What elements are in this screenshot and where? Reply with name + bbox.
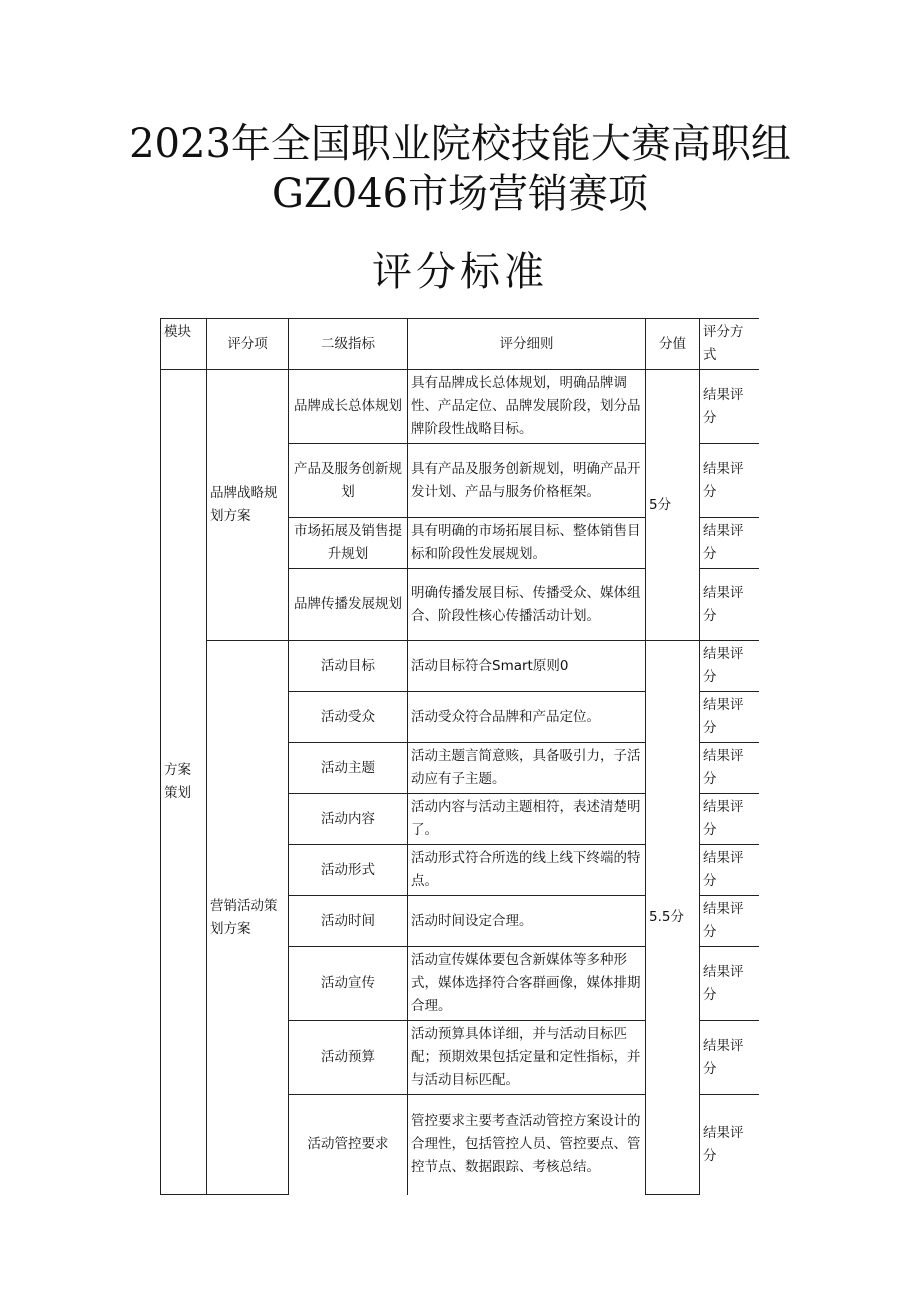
method-cell: 结果评分 — [700, 896, 759, 947]
scoring-table — [160, 318, 759, 1195]
method-cell: 结果评分 — [700, 1021, 759, 1095]
method-cell: 结果评分 — [700, 743, 759, 794]
table-row — [161, 370, 759, 444]
indicator-cell: 活动受众 — [289, 692, 408, 743]
rule-cell: 活动预算具体详细，并与活动目标匹配；预期效果包括定量和定性指标，并与活动目标匹配。 — [408, 1021, 646, 1095]
indicator-cell: 活动内容 — [289, 794, 408, 845]
rule-cell: 活动宣传媒体要包含新媒体等多种形式，媒体选择符合客群画像，媒体排期合理。 — [408, 947, 646, 1021]
rule-cell: 活动形式符合所选的线上线下终端的特点。 — [408, 845, 646, 896]
module-cell: 方案策划 — [161, 370, 207, 1195]
score-cell: 5分 — [646, 370, 700, 641]
method-cell: 结果评分 — [700, 569, 759, 641]
item-cell: 品牌战略规划方案 — [207, 370, 289, 641]
indicator-cell: 活动管控要求 — [289, 1095, 408, 1195]
header-score: 分值 — [646, 319, 700, 370]
indicator-cell: 活动时间 — [289, 896, 408, 947]
rule-cell: 活动时间设定合理。 — [408, 896, 646, 947]
rule-cell: 具有品牌成长总体规划，明确品牌调性、产品定位、品牌发展阶段，划分品牌阶段性战略目标。 — [408, 370, 646, 444]
table-header-row — [161, 319, 759, 370]
method-cell: 结果评分 — [700, 518, 759, 569]
rule-cell: 具有产品及服务创新规划，明确产品开发计划、产品与服务价格框架。 — [408, 444, 646, 518]
header-item: 评分项 — [207, 319, 289, 370]
header-method: 评分方式 — [700, 319, 759, 370]
rule-cell: 活动目标符合Smart原则0 — [408, 641, 646, 692]
indicator-cell: 品牌传播发展规划 — [289, 569, 408, 641]
score-cell: 5.5分 — [646, 641, 700, 1195]
rule-cell: 活动内容与活动主题相符，表述清楚明了。 — [408, 794, 646, 845]
item-cell: 营销活动策划方案 — [207, 641, 289, 1195]
rule-cell: 管控要求主要考查活动管控方案设计的合理性，包括管控人员、管控要点、管控节点、数据跟踪、考核总结。 — [408, 1095, 646, 1195]
method-cell: 结果评分 — [700, 692, 759, 743]
method-cell: 结果评分 — [700, 370, 759, 444]
indicator-cell: 产品及服务创新规划 — [289, 444, 408, 518]
method-cell: 结果评分 — [700, 641, 759, 692]
document-subtitle: GZ046市场营销赛项 — [271, 171, 649, 217]
header-module: 模块 — [161, 319, 207, 370]
indicator-cell: 市场拓展及销售提升规划 — [289, 518, 408, 569]
rule-cell: 活动主题言简意赅，具备吸引力，子活动应有子主题。 — [408, 743, 646, 794]
indicator-cell: 活动主题 — [289, 743, 408, 794]
rule-cell: 明确传播发展目标、传播受众、媒体组合、阶段性核心传播活动计划。 — [408, 569, 646, 641]
method-cell: 结果评分 — [700, 845, 759, 896]
indicator-cell: 品牌成长总体规划 — [289, 370, 408, 444]
indicator-cell: 活动预算 — [289, 1021, 408, 1095]
method-cell: 结果评分 — [700, 794, 759, 845]
document-title: 2023年全国职业院校技能大赛高职组 — [129, 121, 791, 167]
table-row — [161, 641, 759, 692]
method-cell: 结果评分 — [700, 947, 759, 1021]
rule-cell: 活动受众符合品牌和产品定位。 — [408, 692, 646, 743]
indicator-cell: 活动形式 — [289, 845, 408, 896]
rule-cell: 具有明确的市场拓展目标、整体销售目标和阶段性发展规划。 — [408, 518, 646, 569]
header-indicator: 二级指标 — [289, 319, 408, 370]
indicator-cell: 活动目标 — [289, 641, 408, 692]
method-cell: 结果评分 — [700, 1095, 759, 1195]
method-cell: 结果评分 — [700, 444, 759, 518]
indicator-cell: 活动宣传 — [289, 947, 408, 1021]
document-heading: 评分标准 — [372, 249, 548, 295]
header-rule: 评分细则 — [408, 319, 646, 370]
